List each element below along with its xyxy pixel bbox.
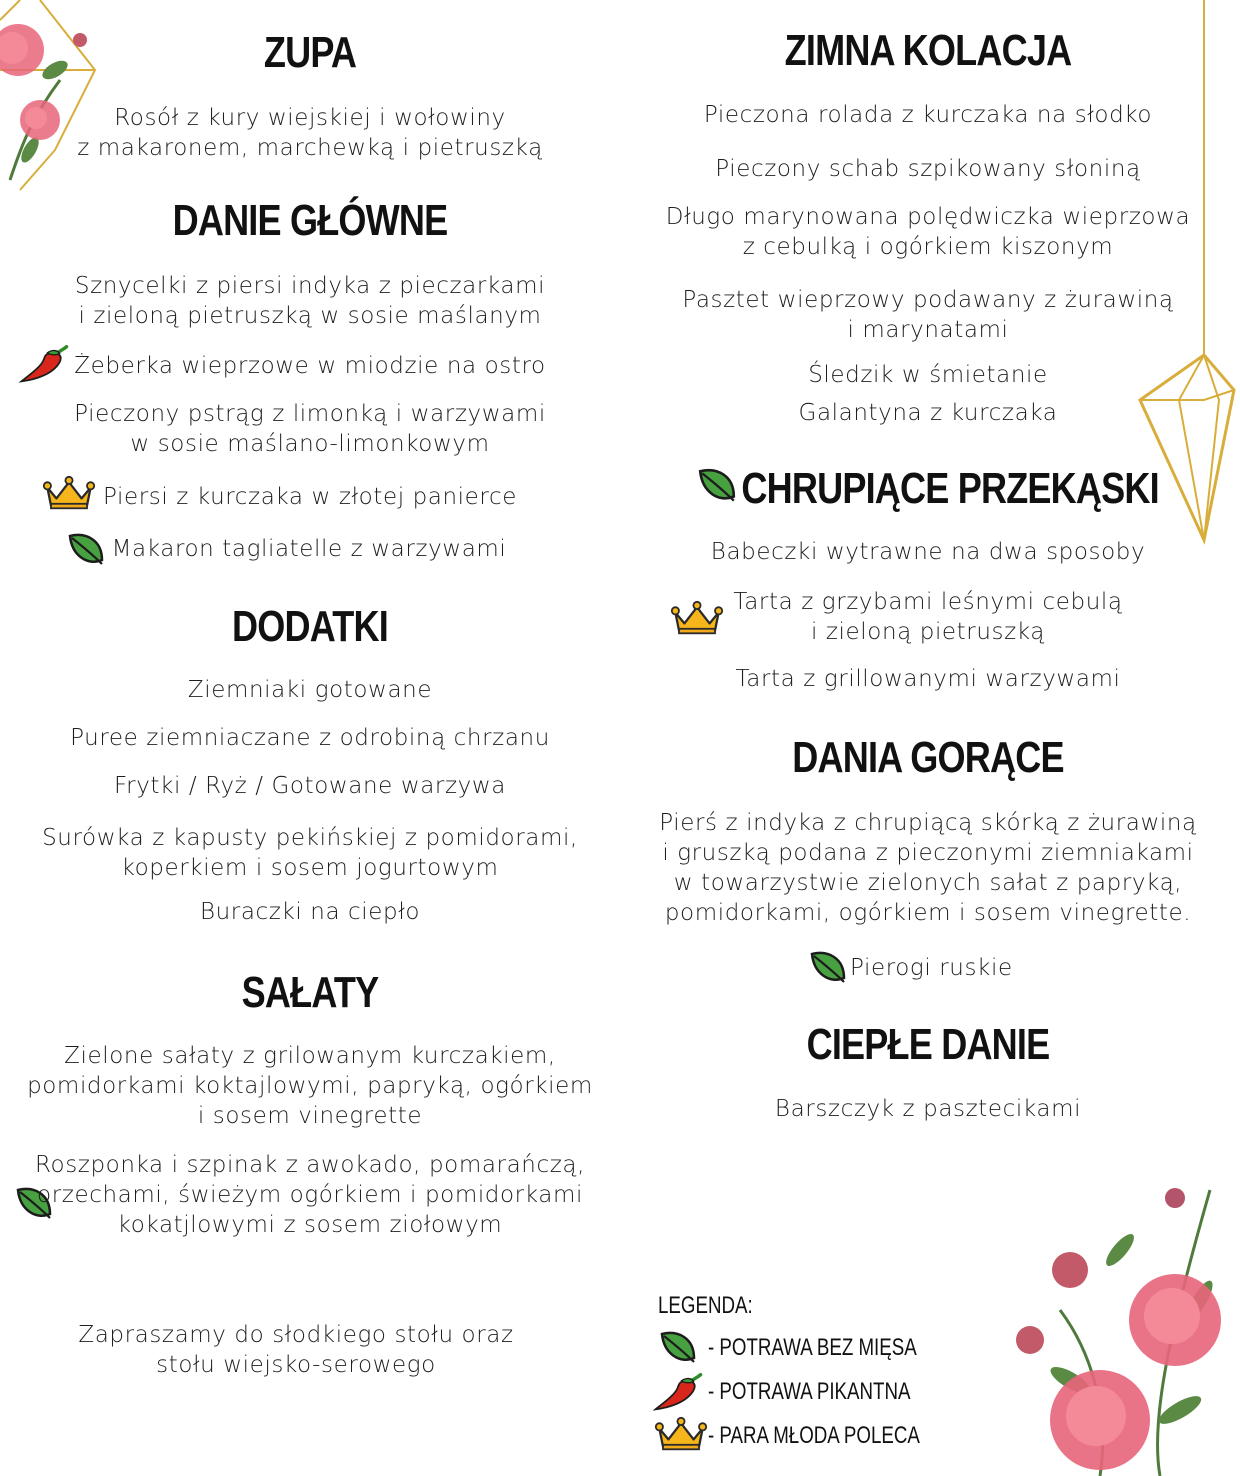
menu-item: Tarta z grzybami leśnymi cebulą xyxy=(733,589,1123,615)
menu-item: z makaronem, marchewką i pietruszką xyxy=(77,135,543,161)
menu-item: Piersi z kurczaka w złotej panierce xyxy=(103,484,517,510)
footer-note: Zapraszamy do słodkiego stołu oraz xyxy=(78,1322,514,1348)
menu-item: i zieloną pietruszką w sosie maślanym xyxy=(78,303,542,329)
section-title-cieple-danie: CIEPŁE DANIE xyxy=(806,1020,1050,1069)
section-title-zupa: ZUPA xyxy=(263,28,357,77)
menu-item: z cebulką i ogórkiem kiszonym xyxy=(742,234,1114,260)
menu-item: i sosem vinegrette xyxy=(197,1103,423,1129)
menu-item: Babeczki wytrawne na dwa sposoby xyxy=(710,539,1146,565)
menu-item: Buraczki na ciepło xyxy=(199,899,421,925)
menu-item: Ziemniaki gotowane xyxy=(187,677,433,703)
footer-note: stołu wiejsko-serowego xyxy=(156,1352,436,1378)
leaf-icon xyxy=(66,530,106,570)
legend-veg: - POTRAWA BEZ MIĘSA xyxy=(708,1334,917,1361)
menu-item: Pasztet wieprzowy podawany z żurawiną xyxy=(682,287,1174,313)
section-title-chrupiace-przekaski: CHRUPIĄCE PRZEKĄSKI xyxy=(741,464,1159,513)
menu-item: kokatjlowymi z sosem ziołowym xyxy=(117,1212,503,1238)
legend-title: LEGENDA: xyxy=(658,1292,753,1319)
menu-item: Pieczony schab szpikowany słoniną xyxy=(715,156,1141,182)
menu-item: Zielone sałaty z grilowanym kurczakiem, xyxy=(64,1043,556,1069)
legend-spicy: - POTRAWA PIKANTNA xyxy=(708,1378,911,1405)
crown-icon xyxy=(654,1414,708,1454)
menu-item: orzechami, świeżym ogórkiem i pomidorkami xyxy=(37,1182,583,1208)
menu-item: Barszczyk z pasztecikami xyxy=(774,1096,1082,1122)
section-title-dodatki: DODATKI xyxy=(232,602,388,651)
section-title-salaty: SAŁATY xyxy=(241,968,379,1017)
menu-item: Makaron tagliatelle z warzywami xyxy=(111,536,507,562)
flower-decoration xyxy=(0,0,110,200)
menu-item: pomidorkami, ogórkiem i sosem vinegrette. xyxy=(664,900,1192,926)
menu-item: i marynatami xyxy=(847,317,1009,343)
menu-item: i gruszką podana z pieczonymi ziemniakami xyxy=(662,840,1194,866)
chili-icon xyxy=(652,1372,704,1412)
menu-item: Długo marynowana polędwiczka wieprzowa xyxy=(665,204,1191,230)
section-title-zimna-kolacja: ZIMNA KOLACJA xyxy=(784,26,1072,75)
section-title-danie-glowne: DANIE GŁÓWNE xyxy=(172,196,448,245)
menu-item: Puree ziemniaczane z odrobiną chrzanu xyxy=(70,725,550,751)
flower-decoration xyxy=(1000,1180,1240,1476)
menu-item: Rosół z kury wiejskiej i wołowiny xyxy=(114,105,506,131)
crown-icon xyxy=(42,474,96,512)
menu-item: Śledzik w śmietanie xyxy=(808,362,1048,388)
menu-item: i zieloną pietruszką xyxy=(810,619,1045,645)
menu-item: Galantyna z kurczaka xyxy=(798,400,1058,426)
menu-item: Żeberka wieprzowe w miodzie na ostro xyxy=(74,353,546,379)
legend-recommended: - PARA MŁODA POLECA xyxy=(708,1422,920,1449)
menu-item: w sosie maślano-limonkowym xyxy=(130,431,490,457)
menu-item: Surówka z kapusty pekińskiej z pomidorami, xyxy=(42,825,578,851)
menu-item: w towarzystwie zielonych sałat z papryką, xyxy=(673,870,1183,896)
menu-item: koperkiem i sosem jogurtowym xyxy=(121,855,499,881)
leaf-icon xyxy=(808,948,848,988)
leaf-icon xyxy=(658,1328,698,1368)
menu-item: Tarta z grillowanymi warzywami xyxy=(735,666,1121,692)
menu-item: pomidorkami koktajlowymi, papryką, ogórkiem xyxy=(27,1073,593,1099)
menu-item: Frytki / Ryż / Gotowane warzywa xyxy=(114,773,506,799)
menu-item: Pierogi ruskie xyxy=(850,955,1013,981)
menu-item: Pierś z indyka z chrupiącą skórką z żurawiną xyxy=(659,810,1197,836)
leaf-icon xyxy=(696,465,738,507)
menu-item: Roszponka i szpinak z awokado, pomarańczą, xyxy=(35,1152,585,1178)
menu-item: Pieczona rolada z kurczaka na słodko xyxy=(703,102,1153,128)
menu-item: Pieczony pstrąg z limonką i warzywami xyxy=(74,401,546,427)
section-title-dania-gorace: DANIA GORĄCE xyxy=(792,733,1064,782)
menu-item: Sznycelki z piersi indyka z pieczarkami xyxy=(74,273,546,299)
